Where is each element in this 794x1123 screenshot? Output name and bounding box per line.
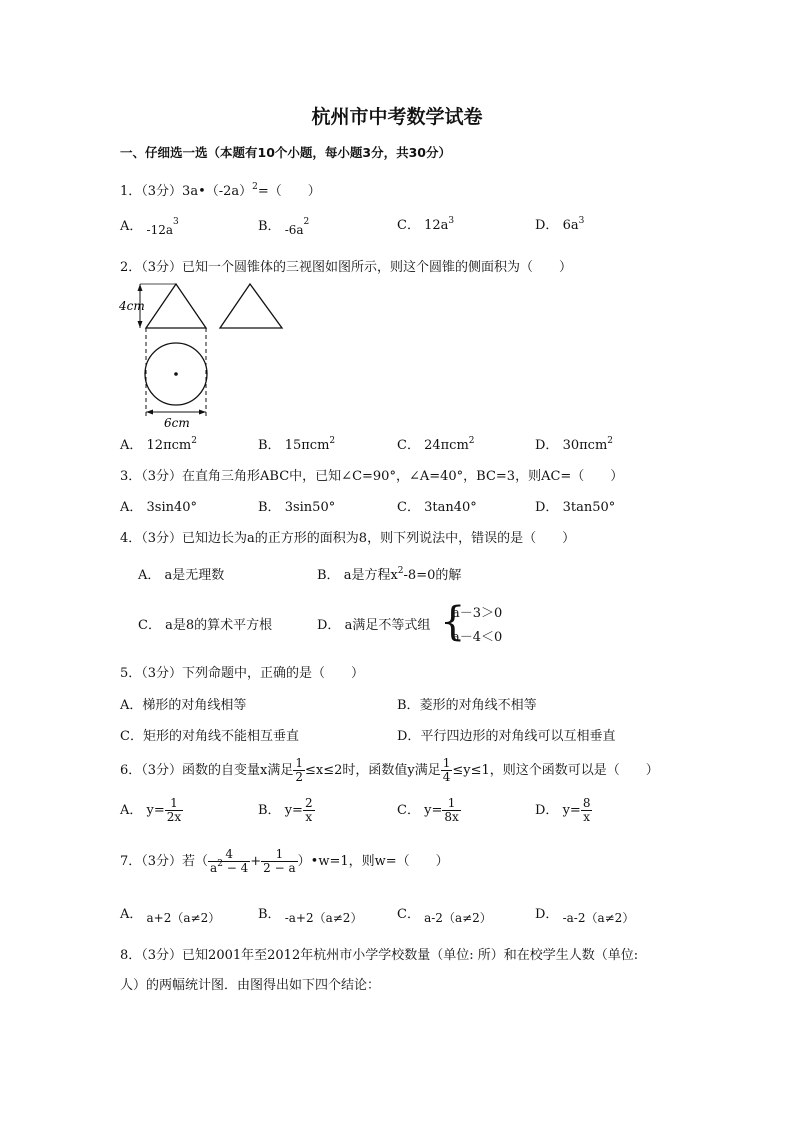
q3-option-a: A． 3sin40° (120, 500, 198, 515)
q4-option-b: B． a是方程$x^2-8=0$的解 (317, 566, 462, 583)
q3-option-d: D． 3tan50° (535, 500, 616, 515)
q3-option-b: B． 3sin50° (258, 500, 336, 515)
inequality-line-2: a－4＜0 (452, 630, 503, 645)
question-8-line-1: 8．（3分）已知2001年至2012年杭州市小学学校数量（单位: 所）和在校学生人数（单位: (120, 948, 639, 963)
q5-option-c: C．矩形的对角线不能相互垂直 (120, 729, 299, 744)
q7-option-a: A． a+2（a≠2） (120, 907, 221, 925)
q1-option-d: D． $6a^3$ (535, 216, 585, 233)
q4-option-c: C． a是8的算术平方根 (138, 618, 273, 633)
section-heading: 一、仔细选一选（本题有10个小题，每小题3分，共30分） (120, 145, 451, 160)
q6-option-c: C． y= $\frac{1}{8x}$ (397, 796, 459, 824)
q3-option-c: C． 3tan40° (397, 500, 477, 515)
q7-option-b: B． -a+2（a≠2） (258, 907, 363, 925)
question-4-stem: 4．（3分）已知边长为a的正方形的面积为8，则下列说法中，错误的是（ ） (120, 531, 576, 546)
q5-option-d: D．平行四边形的对角线可以互相垂直 (397, 729, 616, 744)
question-6-stem: 6．（3分）函数的自变量x满足 $\frac{1}{2}$ ≤x≤2时，函数值y满足 $\frac{1}{4}$ ≤y≤1，则这个函数可以是（ ） (120, 756, 659, 784)
question-1-stem: 1．（3分）$3a•(-2a)^2=$（ ） (120, 182, 321, 199)
q1-option-b: B． $-6a^2$ (258, 217, 310, 237)
q5-option-b: B．菱形的对角线不相等 (397, 698, 537, 713)
q5-option-a: A．梯形的对角线相等 (120, 698, 247, 713)
question-3-stem: 3．（3分）在直角三角形ABC中，已知∠C=90°，∠A=40°，BC=3，则AC=（ ） (120, 469, 624, 484)
q1-option-a: A． $-12a^3$ (120, 217, 179, 237)
q2-option-c: C． 24πcm$^2$ (397, 436, 475, 453)
inequality-line-1: a－3＞0 (452, 606, 503, 621)
q2-option-a: A． 12πcm$^2$ (120, 436, 197, 453)
width-label: 6cm (164, 416, 190, 430)
question-5-stem: 5．（3分）下列命题中，正确的是（ ） (120, 666, 365, 681)
height-label: 4cm (119, 299, 145, 313)
q4-option-d: D． a满足不等式组 (317, 618, 431, 633)
q2-option-d: D． 30πcm$^2$ (535, 436, 614, 453)
q1-option-c: C． $12a^3$ (397, 216, 455, 233)
cone-three-view-figure (118, 280, 293, 430)
q6-option-b: B． y= $\frac{2}{x}$ (258, 796, 313, 824)
question-7-stem: 7．（3分）若（ $\frac{4}{a^2 - 4}$ + $\frac{1}{2 - a}$ ）•w=1，则w=（ ） (120, 847, 449, 875)
question-2-stem: 2．（3分）已知一个圆锥体的三视图如图所示，则这个圆锥的侧面积为（ ） (120, 260, 573, 275)
q2-option-b: B． 15πcm$^2$ (258, 436, 336, 453)
q7-option-d: D． -a-2（a≠2） (535, 907, 635, 925)
q7-option-c: C． a-2（a≠2） (397, 907, 492, 925)
circle-center-dot (174, 372, 178, 376)
inequality-brace: { (440, 599, 466, 645)
side-view-triangle (220, 284, 282, 328)
q6-option-d: D． y= $\frac{8}{x}$ (535, 796, 591, 824)
question-8-line-2: 人）的两幅统计图．由图得出如下四个结论： (120, 978, 381, 993)
front-view-triangle (146, 284, 206, 328)
q6-option-a: A． y= $\frac{1}{2x}$ (120, 796, 182, 824)
q4-option-a: A． a是无理数 (138, 568, 225, 583)
page-title: 杭州市中考数学试卷 (311, 106, 483, 128)
